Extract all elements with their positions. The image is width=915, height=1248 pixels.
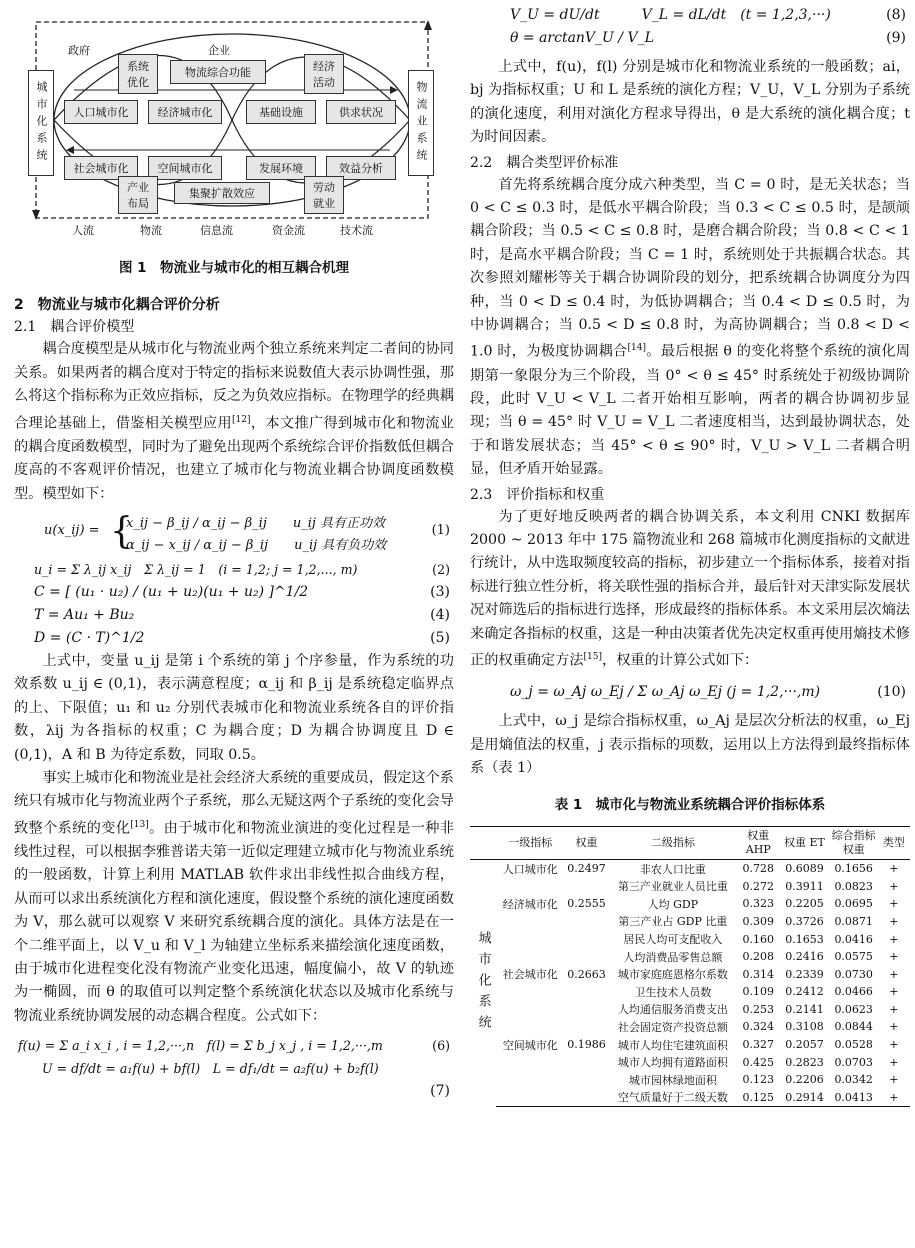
table-cell: 0.2057 [785,1038,824,1052]
equation-7-number-row [14,1080,454,1103]
paragraph-text: 事实上城市化和物流业是社会经济大系统的重要成员，假定这个系统只有城市化与物流业两个子系统，那么无疑这两个子系统的变化会导致整个系统的变化 [14,770,454,837]
header-cell: 一级指标 [496,826,564,859]
equation-1 [14,510,454,558]
header-cell [470,826,496,859]
space-urbanization-label: 空间城市化 [157,162,213,175]
header-cell: 权重 [564,826,608,859]
equation-7 [14,1057,454,1080]
table-cell: 0.0844 [834,1020,873,1034]
paragraph-weight-notes: 上式中，ω_j 是综合指标权重，ω_Aj 是层次分析法的权重，ω_Ej 是用熵值法的权重，j 表示指标的项数，运用以上方法得到最终指标体系（表 1） [470,713,910,777]
table-cell: 0.0416 [834,932,873,946]
equation-5 [14,627,454,650]
table-cell [496,983,564,1001]
equation-4-body: T = Au₁ + Bu₂ [34,606,135,623]
equation-6 [14,1034,454,1057]
table-cell [564,877,608,895]
benefit-analysis-label: 效益分析 [339,162,383,175]
table-row [470,877,910,895]
flow-information: 信息流 [200,224,233,237]
economic-activity-box [304,54,344,94]
paragraph-text: ，本文推广得到城市化和物流业的耦合度函数模型，同时为了避免出现两个系统综合评价指数低但耦合度高的不客观评价情况，也建立了城市化与物流业耦合协调度函数模型。模型如下： [14,415,454,502]
table-row [470,859,910,877]
table-row [470,930,910,948]
right-column [470,4,910,1107]
citation: [14] [627,343,647,354]
table-cell: + [889,967,899,981]
table-cell: 0.309 [742,914,775,928]
system-optimization-label: 系统优化 [127,60,149,89]
table-cell: + [889,1020,899,1034]
table-cell: 第三产业就业人员比重 [617,880,728,894]
table-cell [496,913,564,931]
industry-layout-label: 产业布局 [127,181,149,210]
table-cell: 0.1656 [834,862,873,876]
equation-number: (10) [877,684,906,701]
paragraph-function-notes: 上式中，f(u)，f(l) 分别是城市化和物流业系统的一般函数；ai，bj 为指标权重；U 和 L 是系统的演化方程；V_U，V_L 分别为子系统的演化速度，利用对演化方程求导得出，θ 是大系统的演化耦合度；t 为时间因素。 [470,59,910,146]
paragraph-text: 首先将系统耦合度分成六种类型，当 C = 0 时，是无关状态；当 0 < C ≤ 0.3 时，是低水平耦合阶段；当 0.3 < C ≤ 0.5 时，是颉颃耦合阶段；当 0.5 < C ≤ 0.8 时，是磨合耦合阶段；当 0.8 < C < 1 时，是高水平耦合阶段；当 C = 1 时，系统则处于共振耦合状态。其次参照刘耀彬等关于耦合协调阶段的划分，把系统耦合协调度分为四种，当 0 < D ≤ 0.4 时，为低协调耦合；当 0.4 < D ≤ 0.5 时，为中协调耦合；当 0.5 < D ≤ 0.8 时，为高协调耦合；当 0.8 < D < 1.0 时，为极度协调耦合 [470,176,910,361]
section-2-3-heading: 2.3 评价指标和权重 [470,486,605,503]
table-cell: 居民人均可支配收入 [623,933,723,947]
logistics-function-label: 物流综合功能 [185,66,251,79]
system-cell: 城市化系统 [475,930,491,1036]
paragraph-model-intro [14,338,454,506]
table-cell: 0.0623 [834,1002,873,1016]
equation-number: (9) [886,30,906,46]
table-cell: 城市园林绿地面积 [628,1073,717,1087]
table-cell: 0.2663 [567,967,606,981]
table-cell [564,1053,608,1071]
table-cell: 0.2416 [785,950,824,964]
table-cell: 城市人均拥有道路面积 [617,1056,728,1070]
equation-number: (6) [432,1038,450,1054]
paragraph-text: 耦合度模型是从城市化与物流业两个独立系统来判定二者间的协同关系。如果两者的耦合度对于特定的指标来说数值大表示协调性强，那么将这个指标称为正效应指标，反之为负效应指标。在物理学的经典耦合理论基础上，借鉴相关模型应用 [14,341,454,432]
table-cell: 0.2205 [785,897,824,911]
table-cell: + [889,1038,899,1052]
table-cell: 空间城市化 [502,1038,558,1052]
table-cell [564,1071,608,1089]
table-cell: + [889,914,899,928]
labor-employment-box [304,176,344,214]
equation-2-body: u_i = Σ λ_ij x_ij Σ λ_ij = 1 (i = 1,2; j = 1,2,..., m) [34,561,358,577]
table-cell: 0.0695 [834,897,873,911]
header-cell: 权重 AHP [737,826,779,859]
equation-7-body: U = df/dt = a₁f(u) + bf(l) L = df₁/dt = a₂f(u) + b₂f(l) [42,1061,379,1077]
table-cell: 0.0528 [834,1038,873,1052]
infrastructure-box [246,100,316,124]
table-cell: 0.3726 [785,914,824,928]
table-row [470,983,910,1001]
table-cell: 0.208 [742,950,775,964]
table-row [470,1053,910,1071]
table-cell: + [889,1073,899,1087]
table-cell: 城市家庭庭恩格尔系数 [617,968,728,982]
table-cell: 0.327 [742,1038,775,1052]
table-cell: + [889,1055,899,1069]
table-cell: 0.2141 [785,1002,824,1016]
equation-number: (3) [430,583,450,600]
table-row [470,948,910,966]
table-row [470,1036,910,1054]
dev-environment-label: 发展环境 [259,162,303,175]
supply-demand-label: 供求状况 [339,106,383,119]
system-optimization-box [118,54,158,94]
table-row [470,1018,910,1036]
table-cell: 0.253 [742,1002,775,1016]
space-urbanization-box [148,156,222,180]
equation-number: (8) [886,7,906,23]
table-cell: 经济城市化 [502,897,558,911]
supply-demand-box [326,100,396,124]
table-cell: 0.0730 [834,967,873,981]
table-cell: 社会城市化 [502,968,558,982]
pop-urbanization-box [64,100,138,124]
table-caption: 表 1 城市化与物流业系统耦合评价指标体系 [554,797,826,814]
brace: { [110,510,133,552]
economic-activity-label: 经济活动 [313,60,335,89]
table-cell: 社会固定资产投资总额 [617,1020,728,1034]
table-cell [564,983,608,1001]
paragraph-coupling-types [470,174,910,482]
table-cell [564,930,608,948]
table-cell: 0.1653 [785,932,824,946]
table-cell [496,1001,564,1019]
flow-technology: 技术流 [340,224,373,237]
paragraph-text: 。最后根据 θ 的变化将整个系统的演化周期第一象限分为三个阶段，当 0° < θ ≤ 45° 时系统处于初级协调阶段，此时 V_U < V_L 二者开始相互影响，两者的耦合协调初步显现；当 θ = 45° 时 V_U = V_L 二者速度相当，达到最协调状态，处于和谐发展状态；当 45° < θ ≤ 90° 时，V_U > V_L 二者耦合明显，但矛盾开始显露。 [470,344,911,478]
table-cell: 0.3911 [785,879,824,893]
table-cell: 0.272 [742,879,775,893]
logistics-system-box [408,70,434,176]
table-cell: 人均通信服务消费支出 [617,1003,728,1017]
header-cell: 权重 ET [779,826,829,859]
flow-goods: 物流 [140,224,162,237]
table-row [470,1089,910,1107]
paragraph-evolution [14,767,454,1028]
equation-9-body: θ = arctanV_U / V_L [510,30,654,46]
table-cell: 0.2412 [785,985,824,999]
citation: [13] [130,819,149,830]
indicator-table [470,826,910,1107]
table-cell: 0.2555 [567,897,606,911]
table-cell: + [889,897,899,911]
table-cell: 人均消费品零售总额 [623,950,723,964]
econ-urbanization-box [148,100,222,124]
equation-10-body: ω_j = ω_Aj ω_Ej / Σ ω_Aj ω_Ej (j = 1,2,···,m) [510,684,821,701]
table-cell: 0.0703 [834,1055,873,1069]
agglomeration-label: 集聚扩散效应 [189,187,255,200]
table-cell: 0.125 [737,1089,779,1107]
citation: [15] [583,652,602,663]
table-cell: 0.0575 [834,950,873,964]
equation-number: (4) [430,606,450,623]
table-cell: 0.0823 [834,879,873,893]
table-cell: + [889,985,899,999]
table-cell: 0.3108 [785,1020,824,1034]
table-cell [496,948,564,966]
table-cell: 0.0466 [834,985,873,999]
equation-1-case-negative: α_ij − x_ij / α_ij − β_ij u_ij 具有负功效 [126,537,387,553]
table-row [470,1071,910,1089]
table-cell [564,913,608,931]
table-cell [564,948,608,966]
table-cell: 第三产业占 GDP 比重 [618,915,728,929]
logistics-system-label: 物流业系统 [415,80,428,166]
table-cell [564,1001,608,1019]
social-urbanization-label: 社会城市化 [73,162,129,175]
table-cell: 0.2206 [785,1073,824,1087]
figure-caption: 图 1 物流业与城市化的相互耦合机理 [118,260,350,276]
table-cell: 卫生技术人员数 [634,985,712,999]
equation-4 [14,604,454,627]
labor-employment-label: 劳动就业 [313,181,335,210]
equation-5-body: D = (C · T)^1/2 [34,629,145,646]
table-cell: 0.425 [742,1055,775,1069]
table-cell: 0.1986 [567,1038,606,1052]
equation-8 [470,4,910,27]
table-cell [496,1071,564,1089]
citation: [12] [232,414,251,425]
paragraph-text: 为了更好地反映两者的耦合协调关系，本文利用 CNKI 数据库 2000 ~ 2013 年中 175 篇物流业和 268 篇城市化测度指标的文献进行统计，从中选取频度较高的指标，初步建立一个指标体系，接着对指标进行独立性分析，将关联性强的指标合并，最后针对天津实际发展状况对筛选后的指标进行选择，形成最终的指标体系。本文采用层次熵法来确定各指标的权重，这是一种由决策者优先决定权重再使用熵技术修正的权重确定方法 [470,508,910,669]
paragraph-text: ，权重的计算公式如下： [602,652,759,669]
table-cell: 0.0413 [830,1089,878,1107]
paragraph-indicators [470,506,910,674]
header-cell: 类型 [878,826,910,859]
table-row [470,913,910,931]
table-cell: + [889,879,899,893]
table-cell: 0.2497 [567,862,606,876]
section-2-1-heading: 2.1 耦合评价模型 [14,319,135,336]
table-cell: 人均 GDP [647,897,699,911]
table-cell: 0.314 [742,967,775,981]
equation-number: (5) [430,629,450,646]
equation-10 [470,681,910,704]
table-cell [564,1089,608,1107]
table-cell: + [889,862,899,876]
table-cell: + [889,950,899,964]
flow-people: 人流 [72,224,94,237]
table-cell: 城市人均住宅建筑面积 [617,1038,728,1052]
equation-number: (2) [432,561,450,577]
paragraph-text: 。由于城市化和物流业演进的变化过程是一种非线性过程，可以根据李雅普诺夫第一近似定理建立城市化与物流业系统的一般函数，计算上利用 MATLAB 软件求出非线性拟合曲线方程，从而可以求出系统演化方程和演化速度，假设整个系统的演化速度函数为 V，那么就可以观察 V 来研究系统耦合度的演化。具体方法是在一个二维平面上，以 V_u 和 V_l 为轴建立坐标系来描绘演化速度函数，由于城市化进程变化没有物流产业变化迅速，幅度偏小，故 V 的轨迹为一椭圆，而 θ 的取值可以判定整个系统演化状态以及城市化系统与物流业系统协调发展的动态耦合程度。公式如下： [14,820,454,1024]
table-cell [496,1089,564,1107]
table-cell: 0.123 [742,1073,775,1087]
table-cell: 0.6089 [785,862,824,876]
table-cell: 空气质量好于二级天数 [609,1089,738,1107]
flow-capital: 资金流 [272,224,305,237]
government-label: 政府 [68,44,90,57]
left-column [14,0,454,1103]
equation-6-body: f(u) = Σ a_i x_i , i = 1,2,···,n f(l) = Σ b_j x_j , i = 1,2,···,m [18,1038,383,1054]
logistics-function-box [170,60,266,84]
equation-number: (7) [430,1083,450,1100]
urbanization-system-box [28,70,54,176]
table-header-row [470,826,910,859]
table-cell: 0.324 [742,1020,775,1034]
equation-3 [14,581,454,604]
enterprise-label: 企业 [208,44,230,57]
table-cell: 0.160 [742,932,775,946]
table-cell: + [889,1002,899,1016]
header-cell: 二级指标 [609,826,738,859]
table-cell [564,1018,608,1036]
section-2-2-heading: 2.2 耦合类型评价标准 [470,154,619,171]
table-cell: 0.2823 [785,1055,824,1069]
table-cell: 0.2339 [785,967,824,981]
paragraph-variables: 上式中，变量 u_ij 是第 i 个系统的第 j 个序参量，作为系统的功效系数 u_ij ∈ (0,1)，表示满意程度；α_ij 和 β_ij 是系统稳定临界点的上、下限值；u₁ 和 u₂ 分别代表城市化和物流业系统各自的评价指数，λij 为各指标的权重；C 为耦合度；D 为耦合协调度且 D ∈ (0,1)，A 和 B 为待定系数，同取 0.5。 [14,652,454,763]
table-cell: + [889,932,899,946]
table-cell: 0.2914 [779,1089,829,1107]
equation-1-lhs: u(x_ij) = [44,522,100,538]
equation-3-body: C = [ (u₁ · u₂) / (u₁ + u₂)(u₁ + u₂) ]^1/2 [34,583,309,600]
agglomeration-box [174,182,270,204]
table-body [470,859,910,1106]
table-cell: 0.109 [742,985,775,999]
table-cell: + [878,1089,910,1107]
coupling-mechanism-figure [14,14,454,239]
table-cell: 人口城市化 [502,862,558,876]
header-cell: 综合指标权重 [830,826,878,859]
equation-2 [14,558,454,581]
table-cell: 0.0342 [834,1073,873,1087]
table-cell: 0.728 [742,862,775,876]
table-cell [496,1018,564,1036]
equation-number: (1) [431,522,450,538]
table-cell [496,930,564,948]
table-cell: 非农人口比重 [639,862,706,876]
infrastructure-label: 基础设施 [259,106,303,119]
urbanization-system-label: 城市化系统 [35,80,48,166]
table-cell: 0.323 [742,897,775,911]
econ-urbanization-label: 经济城市化 [157,106,213,119]
table-row [470,895,910,913]
table-row [470,1001,910,1019]
table-cell [496,1053,564,1071]
section-2-heading: 2 物流业与城市化耦合评价分析 [14,297,220,314]
table-row [470,965,910,983]
table-cell: 0.0871 [834,914,873,928]
equation-9 [470,27,910,50]
industry-layout-box [118,176,158,214]
equation-1-case-positive: x_ij − β_ij / α_ij − β_ij u_ij 具有正功效 [126,515,386,531]
table-cell [496,877,564,895]
equation-8-body: V_U = dU/dt V_L = dL/dt (t = 1,2,3,···) [510,7,831,23]
pop-urbanization-label: 人口城市化 [73,106,129,119]
